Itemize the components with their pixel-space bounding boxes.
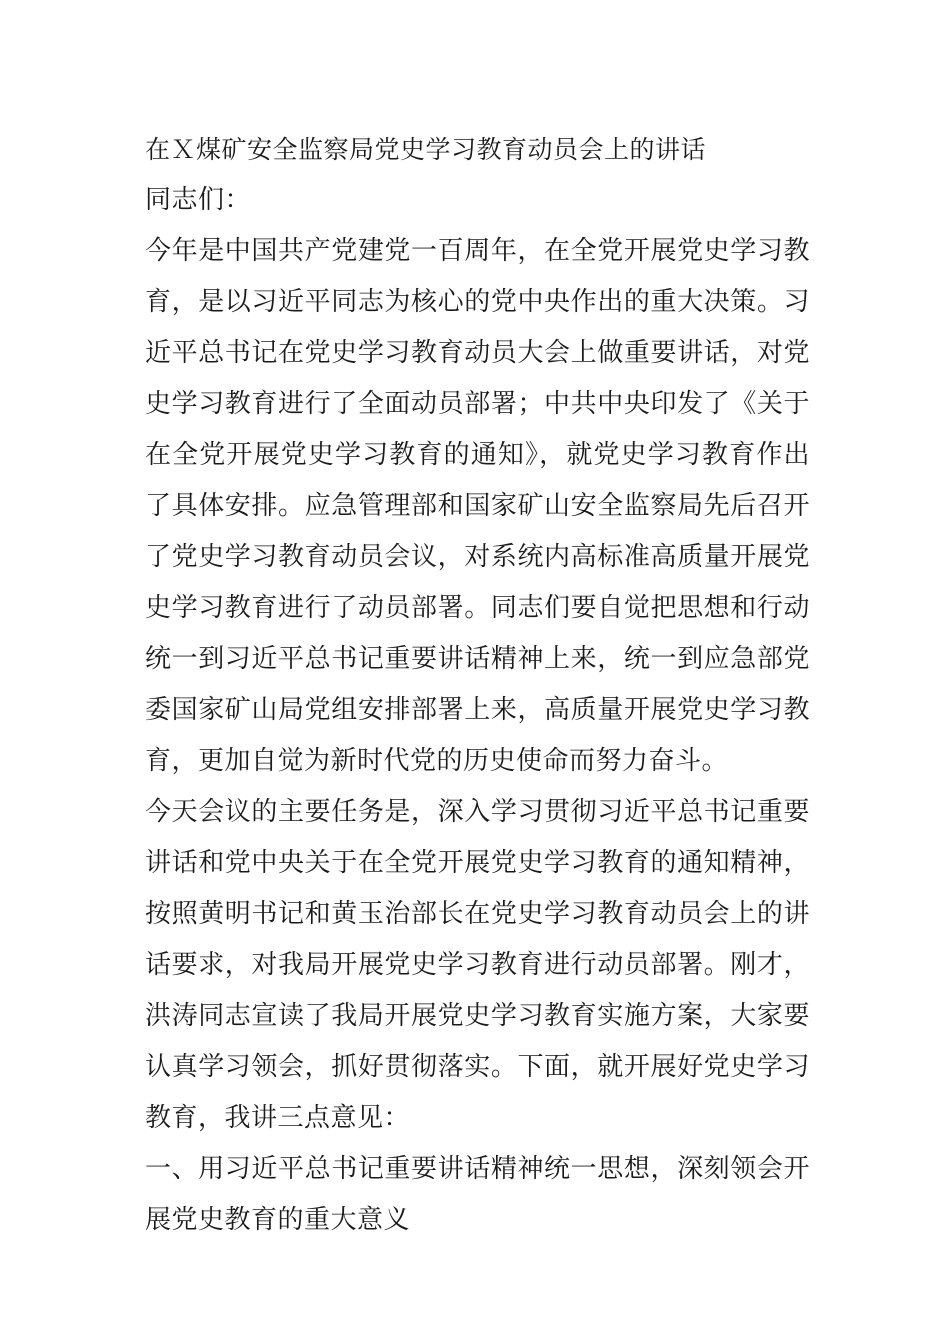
document-title: 在Ｘ煤矿安全监察局党史学习教育动员会上的讲话 — [145, 135, 707, 164]
document-body — [145, 124, 810, 1246]
section-heading-1: 一、用习近平总书记重要讲话精神统一思想，深刻领会开展党史教育的重大意义 — [145, 1154, 810, 1235]
salutation: 同志们： — [145, 185, 252, 215]
paragraph-2: 今天会议的主要任务是，深入学习贯彻习近平总书记重要讲话和党中央关于在全党开展党史学习教育的通知精神，按照黄明书记和黄玉治部长在党史学习教育动员会上的讲话要求，对我局开展党史学习教育进行动员部署。刚才，洪涛同志宣读了我局开展党史学习教育实施方案，大家要认真学习领会，抓好贯彻落实。下面，就开展好党史学习教育，我讲三点意见： — [145, 797, 810, 1133]
paragraph-1: 今年是中国共产党建党一百周年，在全党开展党史学习教育，是以习近平同志为核心的党中央作出的重大决策。习近平总书记在党史学习教育动员大会上做重要讲话，对党史学习教育进行了全面动员部署；中共中央印发了《关于在全党开展党史学习教育的通知》，就党史学习教育作出了具体安排。应急管理部和国家矿山安全监察局先后召开了党史学习教育动员会议，对系统内高标准高质量开展党史学习教育进行了动员部署。同志们要自觉把思想和行动统一到习近平总书记重要讲话精神上来，统一到应急部党委国家矿山局党组安排部署上来，高质量开展党史学习教育，更加自觉为新时代党的历史使命而努力奋斗。 — [145, 236, 810, 776]
